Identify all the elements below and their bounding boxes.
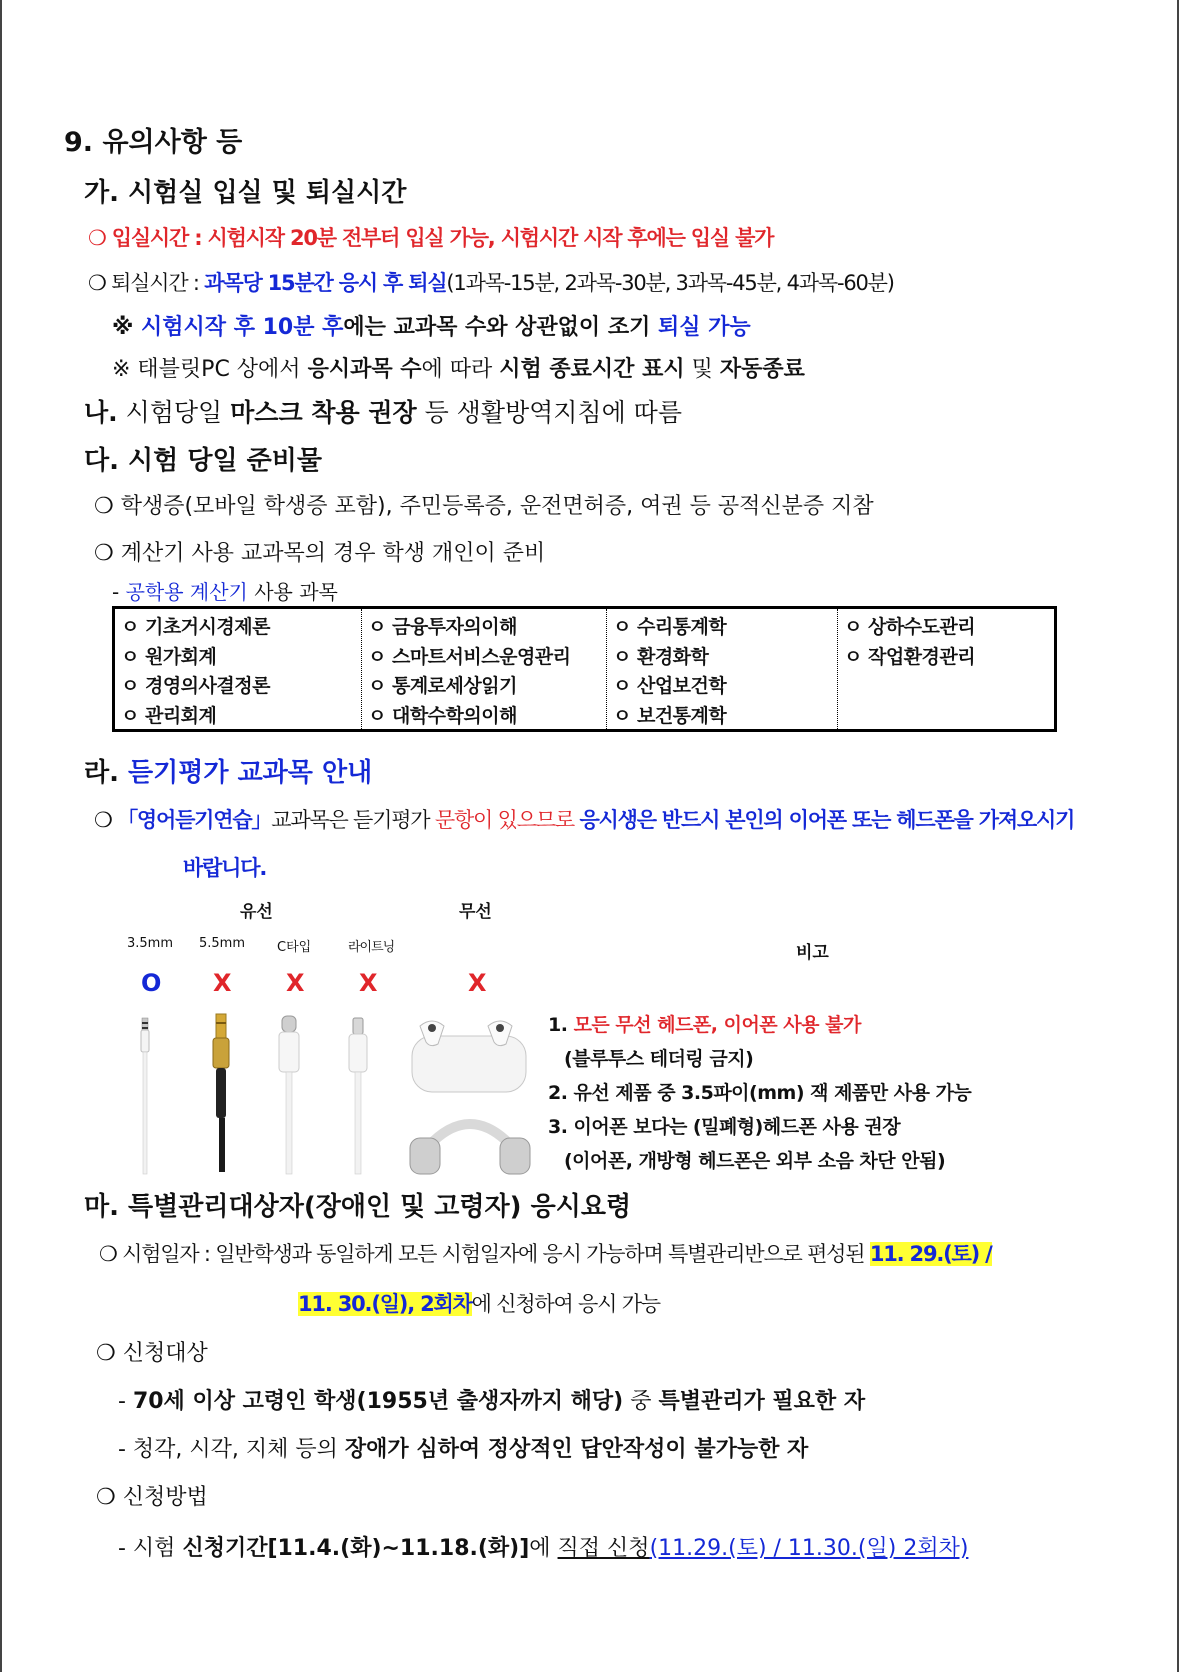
ra-prefix: 라. xyxy=(84,758,129,788)
tablet-note-c: 에 따라 xyxy=(421,357,500,382)
exit-time-rule xyxy=(88,267,894,297)
calc-cell: ㅇ 산업보건학 xyxy=(613,675,727,697)
t1-bold2: 특별관리가 필요한 자 xyxy=(658,1389,866,1414)
m-b: 에 xyxy=(529,1536,558,1561)
calc-blue: 공학용 계산기 xyxy=(125,580,248,604)
m-bold: 신청기간[11.4.(화)~11.18.(화)] xyxy=(182,1536,530,1561)
calc-cell: ㅇ 환경화학 xyxy=(613,645,709,668)
calc-cell: ㅇ 원가회계 xyxy=(121,645,217,668)
ra-course: 「영어듣기연습」 xyxy=(117,808,272,832)
calc-cell: ㅇ 대학수학의이해 xyxy=(368,704,517,727)
t1-bold: 70세 이상 고령인 학생(1955년 출생자까지 해당) xyxy=(132,1389,624,1414)
earphone-images xyxy=(120,1008,560,1176)
m-link: (11.29.(토) / 11.30.(일) 2회차) xyxy=(649,1536,969,1561)
tablet-note-b: 응시과목 수 xyxy=(307,357,422,382)
usb-c-cable-image xyxy=(279,1016,299,1174)
note-mark: ※ xyxy=(112,315,142,340)
date-b: 에 신청하여 응시 가능 xyxy=(471,1292,660,1316)
entry-time-rule: ❍ 입실시간 : 시험시작 20분 전부터 입실 가능, 시험시간 시작 후에는 입실 불가 xyxy=(88,226,774,250)
calculator-subjects-label xyxy=(112,576,338,605)
exam-date-line2 xyxy=(298,1288,660,1318)
tablet-note-d: 시험 종료시간 표시 xyxy=(499,357,685,382)
m-underline: 직접 신청 xyxy=(557,1536,650,1561)
note-blue: 시험시작 후 10분 후 xyxy=(141,315,344,340)
t1-dash: - xyxy=(118,1389,133,1414)
mark-lightning: X xyxy=(359,969,378,997)
tablet-note-e: 및 xyxy=(684,357,720,382)
note-blue2: 퇴실 가능 xyxy=(657,315,751,340)
mark-5-5mm: X xyxy=(213,969,232,997)
remark-3-sub: (이어폰, 개방형 헤드폰은 외부 소음 차단 안됨) xyxy=(564,1150,946,1172)
tablet-note-a: ※ 태블릿PC 상에서 xyxy=(112,357,308,382)
jack-3-5mm-image xyxy=(141,1018,149,1174)
ra-bullet: ❍ xyxy=(94,808,118,832)
exam-date-line1 xyxy=(99,1238,992,1268)
calc-cell: ㅇ 작업환경관리 xyxy=(844,645,976,668)
listening-notice-line1 xyxy=(94,804,1074,834)
calc-col-1 xyxy=(115,609,361,729)
m-a: - 시험 xyxy=(118,1536,183,1561)
exit-suffix: (1과목-15분, 2과목-30분, 3과목-45분, 4과목-60분) xyxy=(446,271,894,295)
date-highlight-2: 11. 30.(일), 2회차 xyxy=(298,1292,472,1316)
ra-title: 듣기평가 교과목 안내 xyxy=(128,758,373,788)
wireless-earbuds-image xyxy=(412,1021,526,1092)
subsection-ma-title: 마. 특별관리대상자(장애인 및 고령자) 응시요령 xyxy=(84,1192,632,1222)
calculator-subjects-table xyxy=(112,606,1057,732)
calculator-item: ❍ 계산기 사용 교과목의 경우 학생 개인이 준비 xyxy=(94,541,546,566)
calc-cell: ㅇ 스마트서비스운영관리 xyxy=(368,645,571,668)
ra-red: 문항이 있으므로 xyxy=(434,808,574,832)
t2-a: - 청각, 시각, 지체 등의 xyxy=(118,1437,345,1462)
calc-cell: ㅇ 관리회계 xyxy=(121,704,217,727)
mark-c-type: X xyxy=(286,969,305,997)
calc-cell: ㅇ 기초거시경제론 xyxy=(121,616,270,638)
subsection-da-title: 다. 시험 당일 준비물 xyxy=(84,446,322,476)
na-bold: 마스크 착용 권장 xyxy=(230,398,417,427)
calc-rest: 사용 과목 xyxy=(247,580,338,604)
method-item xyxy=(118,1531,968,1562)
listening-notice-line2: 바랍니다. xyxy=(183,856,267,880)
exit-bold: 과목당 15분간 응시 후 퇴실 xyxy=(204,271,447,295)
remark-1-sub: (블루투스 테더링 금지) xyxy=(564,1048,754,1070)
type-label-lightning: 라이트닝 xyxy=(348,940,395,955)
subsection-ga-title: 가. 시험실 입실 및 퇴실시간 xyxy=(84,178,407,208)
ra-blue: 응시생은 반드시 본인의 이어폰 또는 헤드폰을 가져오시기 xyxy=(579,808,1075,832)
calc-col-2 xyxy=(361,609,606,729)
section-title: 9. 유의사항 등 xyxy=(64,127,243,158)
subsection-ra-title xyxy=(84,752,372,789)
remark-3: 3. 이어폰 보다는 (밀폐형)헤드폰 사용 권장 xyxy=(548,1116,901,1138)
wireless-header: 무선 xyxy=(459,902,492,922)
method-title: ❍ 신청방법 xyxy=(96,1485,208,1510)
na-prefix: 나. xyxy=(84,398,118,427)
type-label-c-type: C타입 xyxy=(277,940,312,955)
calc-col-3 xyxy=(606,609,837,729)
tablet-note-f: 자동종료 xyxy=(719,357,805,382)
early-exit-note xyxy=(112,310,751,341)
note-mid: 에는 교과목 수와 상관없이 조기 xyxy=(343,315,658,340)
t2-bold: 장애가 심하여 정상적인 답안작성이 불가능한 자 xyxy=(344,1437,809,1462)
mark-wireless: X xyxy=(468,969,487,997)
id-card-item: ❍ 학생증(모바일 학생증 포함), 주민등록증, 운전면허증, 여권 등 공적신분증 지참 xyxy=(94,494,874,519)
calc-dash: - xyxy=(112,580,126,604)
date-a: ❍ 시험일자 : 일반학생과 동일하게 모든 시험일자에 응시 가능하며 특별관리반으로 편성된 xyxy=(99,1242,870,1266)
subsection-na xyxy=(84,393,682,429)
calc-cell: ㅇ 금융투자의이해 xyxy=(368,616,517,638)
calc-cell: ㅇ 통계로세상읽기 xyxy=(368,675,517,697)
remark-1 xyxy=(548,1010,861,1037)
calc-col-4 xyxy=(837,609,1054,729)
calc-cell: ㅇ 경영의사결정론 xyxy=(121,675,270,697)
target-item-1 xyxy=(118,1384,865,1415)
mark-3-5mm: O xyxy=(141,969,162,997)
exit-prefix: ❍ 퇴실시간 : xyxy=(88,271,205,295)
tablet-note xyxy=(112,352,805,383)
remark-2: 2. 유선 제품 중 3.5파이(mm) 잭 제품만 사용 가능 xyxy=(548,1082,972,1104)
date-highlight-1: 11. 29.(토) / xyxy=(869,1242,992,1266)
calc-cell: ㅇ 상하수도관리 xyxy=(844,616,976,638)
calc-cell: ㅇ 보건통계학 xyxy=(613,704,727,727)
na-b: 등 생활방역지침에 따름 xyxy=(416,398,682,427)
type-label-3-5mm: 3.5mm xyxy=(127,936,174,951)
calc-cell: ㅇ 수리통계학 xyxy=(613,616,727,638)
lightning-cable-image xyxy=(349,1018,367,1174)
remarks-header: 비고 xyxy=(796,943,829,963)
remark-1-num: 1. xyxy=(548,1014,574,1036)
target-title: ❍ 신청대상 xyxy=(96,1341,208,1366)
type-label-5-5mm: 5.5mm xyxy=(199,936,246,951)
na-a: 시험당일 xyxy=(117,398,231,427)
target-item-2 xyxy=(118,1432,808,1463)
jack-5-5mm-image xyxy=(213,1014,229,1172)
remark-1-red: 모든 무선 헤드폰, 이어폰 사용 불가 xyxy=(573,1014,861,1036)
ra-mid: 교과목은 듣기평가 xyxy=(271,808,435,832)
headphones-image xyxy=(410,1124,530,1174)
wired-header: 유선 xyxy=(240,902,273,922)
t1-mid: 중 xyxy=(623,1389,659,1414)
